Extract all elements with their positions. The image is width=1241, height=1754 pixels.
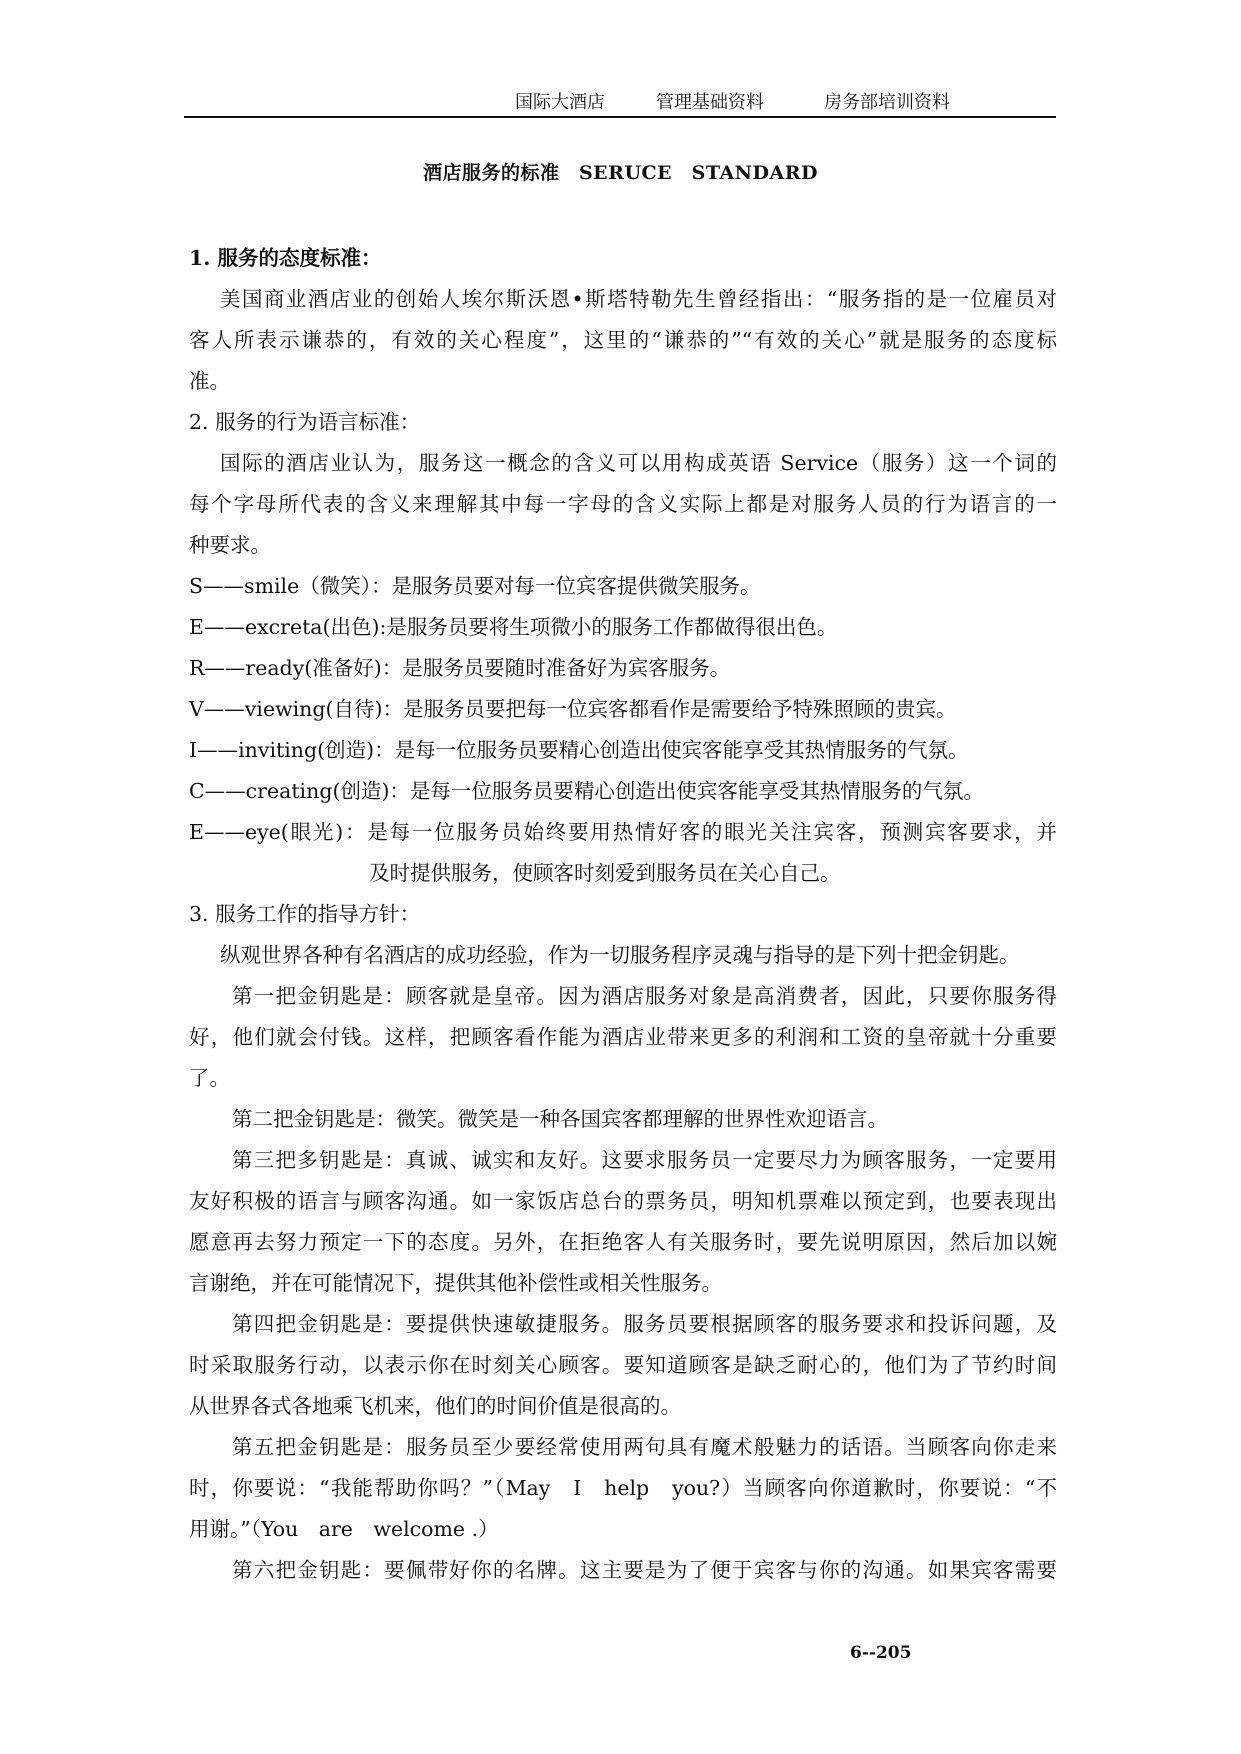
paragraph-line: 第三把多钥匙是：真诚、诚实和友好。这要求服务员一定要尽力为顾客服务，一定要用: [232, 1148, 1057, 1172]
section-heading-2: 2. 服务的行为语言标准：: [189, 410, 421, 434]
list-item: R——ready(准备好)：是服务员要随时准备好为宾客服务。: [189, 656, 731, 680]
paragraph-line: 客人所表示谦恭的，有效的关心程度”，这里的“谦恭的”“有效的关心”就是服务的态度标: [189, 328, 1057, 352]
paragraph-line: 第六把金钥匙：要佩带好你的名牌。这主要是为了便于宾客与你的沟通。如果宾客需要: [232, 1558, 1057, 1582]
header-hotel-name: 国际大酒店: [515, 92, 605, 113]
paragraph-line: 从世界各式各地乘飞机来，他们的时间价值是很高的。: [189, 1394, 681, 1418]
paragraph-line: 第五把金钥匙是：服务员至少要经常使用两句具有魔术般魅力的话语。当顾客向你走来: [232, 1435, 1057, 1459]
page-number: 6--205: [850, 1643, 912, 1663]
paragraph-line: 国际的酒店业认为，服务这一概念的含义可以用构成英语 Service（服务）这一个词的: [220, 451, 1057, 475]
paragraph-line: 友好积极的语言与顾客沟通。如一家饭店总台的票务员，明知机票难以预定到，也要表现出: [189, 1189, 1057, 1213]
paragraph-line: 每个字母所代表的含义来理解其中每一字母的含义实际上都是对服务人员的行为语言的一: [189, 492, 1057, 516]
list-item: V——viewing(自待)：是服务员要把每一位宾客都看作是需要给予特殊照顾的贵宾。: [189, 697, 957, 721]
list-item-continuation: 及时提供服务，使顾客时刻爱到服务员在关心自己。: [369, 861, 841, 885]
paragraph-line: 美国商业酒店业的创始人埃尔斯沃恩•斯塔特勒先生曾经指出：“服务指的是一位雇员对: [220, 287, 1057, 311]
section-heading-1: 1. 服务的态度标准：: [189, 246, 382, 270]
paragraph-line: 时，你要说：“我能帮助你吗？”（May I help you?）当顾客向你道歉时，你要说：“不: [189, 1476, 1057, 1500]
document-body: [189, 238, 1057, 1591]
paragraph-line: 准。: [189, 369, 230, 393]
list-item: E——eye(眼光)：是每一位服务员始终要用热情好客的眼光关注宾客，预测宾客要求，并: [189, 820, 1057, 844]
paragraph-line: 用谢。”（You are welcome .）: [189, 1517, 499, 1541]
paragraph-line: 言谢绝，并在可能情况下，提供其他补偿性或相关性服务。: [189, 1271, 722, 1295]
page-header: [184, 88, 1056, 118]
paragraph-line: 第四把金钥匙是：要提供快速敏捷服务。服务员要根据顾客的服务要求和投诉问题，及: [232, 1312, 1057, 1336]
paragraph-line: 愿意再去努力预定一下的态度。另外，在拒绝客人有关服务时，要先说明原因，然后加以婉: [189, 1230, 1057, 1254]
document-title: 酒店服务的标准 SERUCE STANDARD: [422, 162, 819, 184]
paragraph-line: 第二把金钥匙是：微笑。微笑是一种各国宾客都理解的世界性欢迎语言。: [232, 1107, 888, 1131]
section-heading-3: 3. 服务工作的指导方针：: [189, 902, 421, 926]
header-department: 房务部培训资料: [824, 92, 950, 113]
paragraph-line: 时采取服务行动，以表示你在时刻关心顾客。要知道顾客是缺乏耐心的，他们为了节约时间: [189, 1353, 1057, 1377]
paragraph-line: 了。: [189, 1066, 230, 1090]
header-category: 管理基础资料: [656, 92, 764, 113]
list-item: C——creating(创造)：是每一位服务员要精心创造出使宾客能享受其热情服务的气氛。: [189, 779, 984, 803]
list-item: I——inviting(创造)：是每一位服务员要精心创造出使宾客能享受其热情服务的气氛。: [189, 738, 969, 762]
paragraph-line: 第一把金钥匙是：顾客就是皇帝。因为酒店服务对象是高消费者，因此，只要你服务得: [232, 984, 1057, 1008]
paragraph-line: 好，他们就会付钱。这样，把顾客看作能为酒店业带来更多的利润和工资的皇帝就十分重要: [189, 1025, 1057, 1049]
paragraph-line: 种要求。: [189, 533, 271, 557]
list-item: E——excreta(出色):是服务员要将生项微小的服务工作都做得很出色。: [189, 615, 838, 639]
list-item: S——smile（微笑）：是服务员要对每一位宾客提供微笑服务。: [189, 574, 761, 598]
paragraph-line: 纵观世界各种有名酒店的成功经验，作为一切服务程序灵魂与指导的是下列十把金钥匙。: [220, 943, 1020, 967]
